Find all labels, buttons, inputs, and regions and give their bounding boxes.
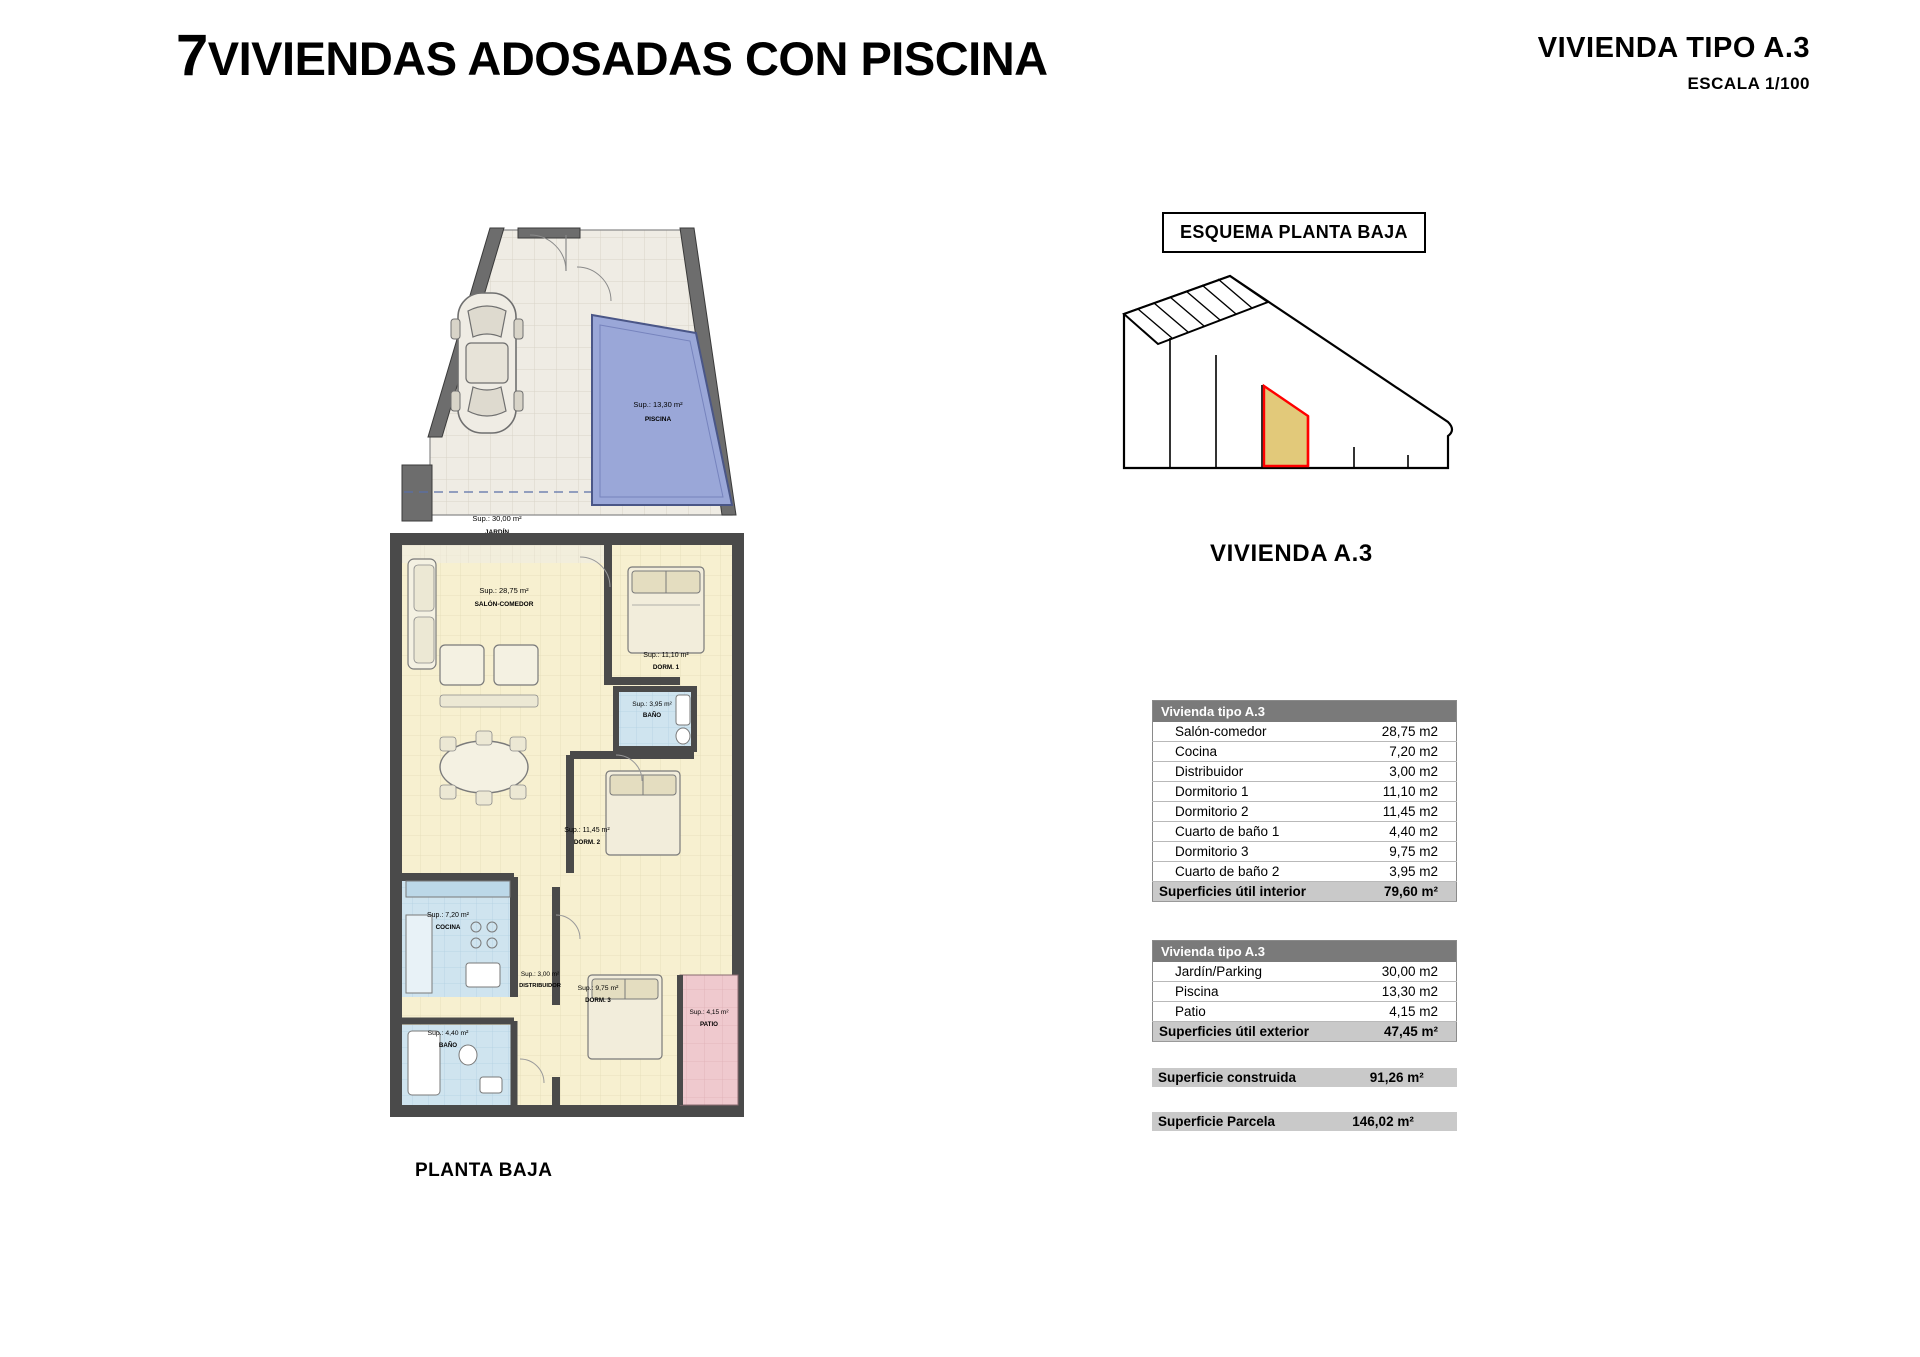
table-row [1153,962,1457,982]
floorplan-caption: PLANTA BAJA [415,1160,553,1181]
table-row [1153,862,1457,882]
floorplan-drawing [380,215,810,1155]
room-area-jardin: Sup.: 30,00 m² [472,514,522,523]
row-label: Salón-comedor [1153,722,1355,742]
row-label: Distribuidor [1153,762,1355,782]
row-value: 13,30 m2 [1356,982,1457,1002]
row-value: 30,00 m2 [1356,962,1457,982]
room-name-patio: PATIO [700,1021,718,1028]
room-name-cocina: COCINA [435,924,461,931]
page-title [176,22,1048,89]
room-name-dorm2: DORM. 2 [573,839,601,846]
housing-type-title: VIVIENDA TIPO A.3 [1537,32,1810,64]
row-label: Cocina [1153,742,1355,762]
row-label: Dormitorio 1 [1153,782,1355,802]
row-label: Cuarto de baño 1 [1153,822,1355,842]
room-name-salon: SALÓN-COMEDOR [474,601,534,608]
room-area-bano1: Sup.: 3,95 m² [632,701,672,708]
built-area-row [1152,1068,1457,1087]
room-name-jardin: JARDÍN [484,529,510,536]
room-area-patio: Sup.: 4,15 m² [689,1009,729,1016]
plot-area-value: 146,02 m² [1346,1112,1457,1131]
row-value: 3,00 m2 [1354,762,1456,782]
interior-table-title: Vivienda tipo A.3 [1153,701,1457,723]
room-area-distribuidor: Sup.: 3,00 m² [520,971,560,978]
scheme-caption: VIVIENDA A.3 [1210,540,1373,567]
room-area-dorm3: Sup.: 9,75 m² [577,985,619,992]
row-value: 3,95 m2 [1354,862,1456,882]
row-value: 4,40 m2 [1354,822,1456,842]
table-row [1153,802,1457,822]
table-header-row [1153,701,1457,723]
row-value: 28,75 m2 [1354,722,1456,742]
total-label: Superficies útil exterior [1153,1022,1356,1042]
row-value: 9,75 m2 [1354,842,1456,862]
room-name-piscina: PISCINA [644,416,672,423]
table-total-row [1153,1022,1457,1042]
row-value: 7,20 m2 [1354,742,1456,762]
plot-area-table [1152,1112,1457,1131]
table-row [1153,822,1457,842]
interior-areas-table [1152,700,1457,902]
built-area-label: Superficie construida [1152,1068,1364,1087]
row-label: Jardín/Parking [1153,962,1356,982]
row-value: 4,15 m2 [1356,1002,1457,1022]
built-area-value: 91,26 m² [1364,1068,1457,1087]
total-label: Superficies útil interior [1153,882,1355,902]
room-name-bano2: BAÑO [438,1042,458,1049]
car-icon [451,293,523,433]
plot-area-label: Superficie Parcela [1152,1112,1346,1131]
table-row [1153,1002,1457,1022]
bed-icon-2 [606,771,680,855]
table-row [1153,742,1457,762]
bed-icon-1 [628,567,704,653]
exterior-areas-table [1152,940,1457,1042]
room-area-dorm2: Sup.: 11,45 m² [564,827,610,834]
room-area-bano2: Sup.: 4,40 m² [427,1030,469,1037]
scheme-title: ESQUEMA PLANTA BAJA [1162,212,1426,253]
room-area-dorm1: Sup.: 11,10 m² [643,652,689,659]
room-area-cocina: Sup.: 7,20 m² [426,912,470,919]
row-value: 11,10 m2 [1354,782,1456,802]
table-row [1153,842,1457,862]
plot-area-row [1152,1112,1457,1131]
exterior-table-title: Vivienda tipo A.3 [1153,941,1457,963]
row-label: Dormitorio 2 [1153,802,1355,822]
row-label: Piscina [1153,982,1356,1002]
table-row [1153,762,1457,782]
table-row [1153,982,1457,1002]
row-label: Dormitorio 3 [1153,842,1355,862]
row-label: Cuarto de baño 2 [1153,862,1355,882]
table-header-row [1153,941,1457,963]
garden-parking-area [402,228,736,536]
total-value: 47,45 m² [1356,1022,1457,1042]
room-area-salon: Sup.: 28,75 m² [479,586,529,595]
total-value: 79,60 m² [1354,882,1456,902]
scale-label: ESCALA 1/100 [1687,74,1810,93]
title-number: 7 [176,23,208,88]
row-value: 11,45 m2 [1354,802,1456,822]
bathroom-fixtures-1 [676,695,690,744]
interior-plan [396,539,738,1111]
room-name-dorm3: DORM. 3 [585,997,611,1004]
row-label: Patio [1153,1002,1356,1022]
site-scheme-diagram [1118,272,1478,512]
table-row [1153,782,1457,802]
table-row [1153,722,1457,742]
title-text: VIVIENDAS ADOSADAS CON PISCINA [207,32,1048,85]
built-area-table [1152,1068,1457,1087]
room-name-distribuidor: DISTRIBUIDOR [519,983,561,989]
room-area-piscina: Sup.: 13,30 m² [633,400,683,409]
room-name-bano1: BAÑO [642,712,662,719]
room-name-dorm1: DORM. 1 [652,664,680,671]
table-total-row [1153,882,1457,902]
